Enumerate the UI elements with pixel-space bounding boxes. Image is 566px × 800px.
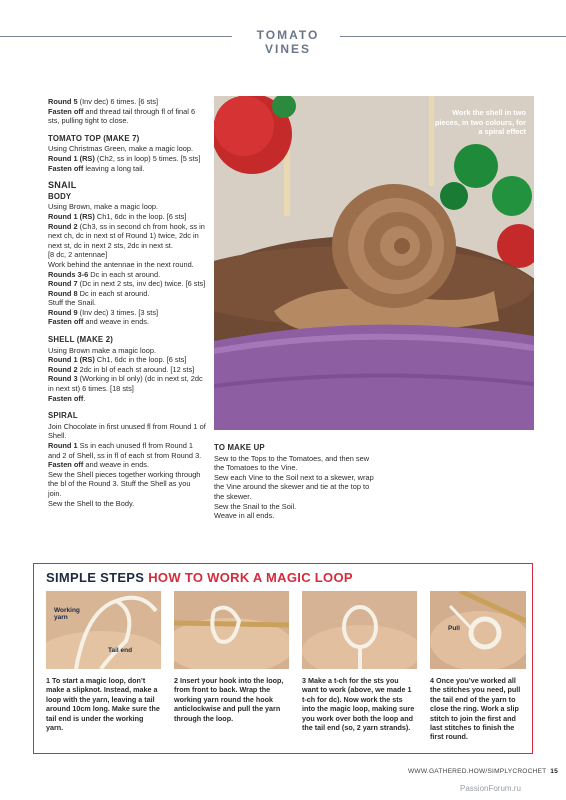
round-label: Round 9	[48, 307, 78, 317]
shell-line: Using Brown make a magic loop.	[48, 345, 157, 355]
round-text: Ch1, 6dc in the loop. [6 sts]	[94, 211, 187, 221]
step2-body: Insert your hook into the loop, from front to back. Wrap the working yarn round the hook anticlockwise and pull the yarn through the loop.	[174, 676, 284, 723]
round-label: Round 1 (RS)	[48, 355, 95, 365]
make-up-line: Sew to the Tops to the Tomatoes, and then sew the Tomatoes to the Vine.	[214, 453, 370, 473]
shell-line	[48, 394, 206, 404]
round-text: Ch1, 6dc in the loop. [6 sts]	[94, 355, 187, 365]
step3-illustration	[302, 591, 417, 669]
round-label: Round 2	[48, 364, 78, 374]
shell-heading: SHELL (MAKE 2)	[48, 335, 114, 345]
simple-steps-title	[46, 570, 353, 585]
pattern-left-column	[48, 97, 206, 508]
round-text: 2dc in bl of each st around. [12 sts]	[77, 364, 195, 374]
round-label: Rounds 3-6	[48, 269, 89, 279]
pull-label: Pull	[448, 625, 460, 632]
shell-line	[48, 365, 206, 375]
shell-line	[48, 374, 206, 393]
step4-photo	[430, 591, 526, 669]
photo-caption: Work the shell in two pieces, in two colours, for a spiral effect	[434, 108, 526, 137]
step2-photo	[174, 591, 289, 669]
round-label: Round 3	[48, 374, 78, 384]
tail-end-label: Tail end	[108, 647, 133, 654]
step4-number: 4	[430, 676, 434, 685]
make-up-line: Sew the Snail to the Soil.	[214, 501, 297, 511]
page-footer	[408, 768, 558, 775]
round-label: Round 1 (RS)	[48, 153, 95, 163]
round-text: (Dc in next 2 sts, inv dec) twice. [6 sts]	[77, 279, 206, 289]
step1-illustration	[46, 591, 161, 669]
step4-illustration	[430, 591, 526, 669]
step3-photo	[302, 591, 417, 669]
body-line: Work behind the antennae in the next round.	[48, 259, 194, 269]
step1-photo	[46, 591, 161, 669]
make-up-column	[214, 443, 374, 521]
spiral-line: Join Chocolate in first unused fl from Round 1 of Shell.	[48, 421, 206, 441]
magic-loop-title: HOW TO WORK A MAGIC LOOP	[148, 570, 353, 585]
round-text: (Ch2, ss in loop) 5 times. [5 sts]	[94, 153, 201, 163]
step2-number: 2	[174, 676, 178, 685]
page-title: TOMATO VINES	[256, 28, 320, 56]
step2-illustration	[174, 591, 289, 669]
fasten-text: and thread tail through fl of final 6 sts, pulling tight to close.	[48, 106, 196, 126]
body-line: [8 dc, 2 antennae]	[48, 250, 108, 260]
round-text: Dc in each st around.	[88, 269, 161, 279]
working-yarn-label: Working yarn	[54, 607, 80, 621]
round-text: Ss in each unused fl from Round 1 and 2 of Shell, ss in fl of each st from Round 3.	[48, 441, 202, 460]
spiral-line	[48, 460, 206, 470]
fasten-label: Fasten off	[48, 317, 84, 327]
step1-body: To start a magic loop, don’t make a slipknot. Instead, make a loop with the yarn, leaving a tail around 10cm long. Make sure the tail end is under the working yarn.	[46, 676, 160, 733]
snail-photo	[214, 96, 534, 430]
step3-number: 3	[302, 676, 306, 685]
fasten-label: Fasten off	[48, 106, 84, 116]
header-rule-left	[0, 36, 232, 37]
fasten-text: leaving a long tail.	[83, 163, 145, 173]
step4-text	[430, 676, 528, 742]
round-text: (Ch3, ss in second ch from hook, ss in next ch, dc in next st of Round 1) twice, 2dc in next st, dc in next 2 sts, 2dc in next st.	[48, 221, 205, 250]
body-line	[48, 279, 206, 289]
fasten-text: and weave in ends.	[83, 317, 150, 327]
page-number: 15	[550, 768, 559, 775]
shell-line	[48, 355, 206, 365]
spiral-heading: SPIRAL	[48, 411, 78, 421]
round-label: Round 7	[48, 279, 78, 289]
step3-text	[302, 676, 417, 732]
make-up-line: Sew each Vine to the Soil next to a skewer, wrap the Vine around the skewer and tie at the top to the skewer.	[214, 472, 374, 501]
round-text: (Working in bl only) (dc in next st, 2dc in next st) 6 times. [18 sts]	[48, 374, 203, 394]
tomato-line: Using Christmas Green, make a magic loop.	[48, 144, 193, 154]
watermark: PassionForum.ru	[460, 784, 521, 793]
round-label: Round 1 (RS)	[48, 211, 95, 221]
tomato-line	[48, 154, 206, 164]
page-header	[0, 22, 566, 56]
body-line	[48, 212, 206, 222]
body-line: Stuff the Snail.	[48, 298, 96, 308]
fasten-text: .	[83, 393, 86, 403]
snail-heading: SNAIL	[48, 180, 77, 191]
body-line	[48, 317, 206, 327]
body-line	[48, 222, 206, 251]
simple-steps-label: SIMPLE STEPS	[46, 570, 145, 585]
make-up-heading: TO MAKE UP	[214, 443, 265, 452]
round-label: Round 2	[48, 221, 78, 231]
spiral-line: Sew the Shell pieces together working through the bl of the Round 3. Stuff the Shell as you join.	[48, 469, 201, 498]
body-line	[48, 308, 206, 318]
body-line	[48, 289, 206, 299]
header-rule-right	[340, 36, 566, 37]
round-text: Dc in each st around.	[77, 288, 150, 298]
round-text: (Inv dec) 3 times. [3 sts]	[77, 307, 159, 317]
body-heading: BODY	[48, 191, 72, 201]
make-up-line: Weave in all ends.	[214, 511, 275, 521]
simple-steps-box	[33, 563, 533, 754]
step4-body: Once you’ve worked all the stitches you need, pull the tail end of the yarn to close the ring. Work a slip stitch to join the first and last stitches to finish the first round.	[430, 676, 521, 742]
step2-text	[174, 676, 289, 723]
footer-url: WWW.GATHERED.HOW/SIMPLYCROCHET	[408, 768, 547, 775]
round5-line	[48, 97, 206, 107]
spiral-line	[48, 441, 206, 460]
round-label: Round 8	[48, 288, 78, 298]
spiral-line: Sew the Shell to the Body.	[48, 498, 135, 508]
fasten-label: Fasten off	[48, 460, 84, 470]
round-text: (Inv dec) 6 times. [6 sts]	[77, 97, 159, 106]
fasten-text: and weave in ends.	[83, 460, 150, 470]
body-line	[48, 270, 206, 280]
tomato-top-heading: TOMATO TOP (MAKE 7)	[48, 133, 140, 143]
fasten-label: Fasten off	[48, 393, 84, 403]
snail-photo-illustration	[214, 96, 534, 430]
fasten-label: Fasten off	[48, 163, 84, 173]
tomato-line	[48, 164, 206, 174]
step1-text	[46, 676, 161, 732]
body-line: Using Brown, make a magic loop.	[48, 202, 159, 212]
round-label: Round 1	[48, 441, 78, 450]
step1-number: 1	[46, 676, 50, 685]
fasten-line	[48, 107, 206, 126]
round-label: Round 5	[48, 97, 78, 106]
step3-body: Make a t-ch for the sts you want to work (above, we made 1 t-ch for dc). Now work the sts into the magic loop, making sure you work over both the loop and the tail end (so, 2 yarn strands).	[302, 676, 415, 733]
